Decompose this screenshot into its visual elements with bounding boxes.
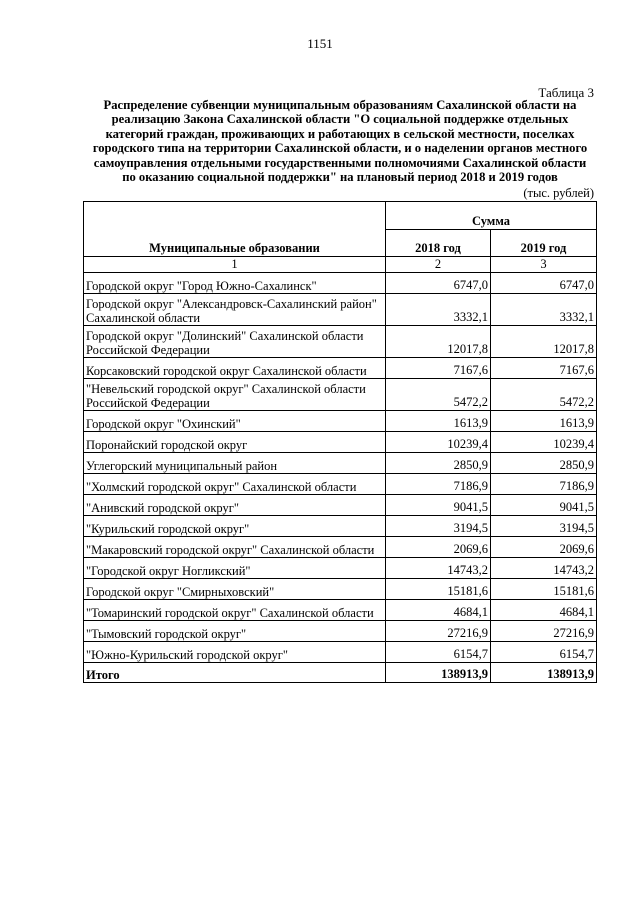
title-line: Распределение субвенции муниципальным образованиям Сахалинской области на <box>103 98 577 112</box>
title-line: городского типа на территории Сахалинской области, и о наделении органов местного <box>92 141 588 156</box>
header-municipal: Муниципальные образовании <box>84 202 386 257</box>
table-row <box>84 453 597 474</box>
page-number: 1151 <box>307 36 333 51</box>
table-row <box>84 273 597 294</box>
value-2018: 2850,9 <box>386 453 491 474</box>
total-row <box>84 663 597 683</box>
title-line: самоуправления отдельными государственными полномочиями Сахалинской области <box>93 155 587 170</box>
value-2019: 4684,1 <box>491 600 597 621</box>
municipality-name: "Томаринский городской округ" Сахалинской области <box>84 600 386 621</box>
value-2019: 7186,9 <box>491 474 597 495</box>
table-row <box>84 600 597 621</box>
value-2019: 14743,2 <box>491 558 597 579</box>
table-label: Таблица 3 <box>538 85 594 100</box>
municipality-name: Поронайский городской округ <box>84 432 386 453</box>
municipality-name: "Южно-Курильский городской округ" <box>84 642 386 663</box>
total-2018: 138913,9 <box>386 663 491 683</box>
table-row <box>84 621 597 642</box>
column-index: 2 <box>386 257 491 273</box>
value-2018: 15181,6 <box>386 579 491 600</box>
value-2019: 2850,9 <box>491 453 597 474</box>
header-2018: 2018 год <box>386 229 491 257</box>
document-title <box>84 98 596 184</box>
municipality-name: "Курильский городской округ" <box>84 516 386 537</box>
value-2018: 5472,2 <box>386 379 491 411</box>
title-line: категорий граждан, проживающих и работающих в сельской местности, поселках <box>105 126 575 141</box>
header-sum: Сумма <box>386 202 597 230</box>
table-row <box>84 294 597 326</box>
value-2018: 6154,7 <box>386 642 491 663</box>
municipality-name: Городской округ "Охинский" <box>84 411 386 432</box>
table-row <box>84 642 597 663</box>
table-row <box>84 474 597 495</box>
value-2019: 6747,0 <box>491 273 597 294</box>
municipality-name: Городской округ "Александровск-Сахалинский район" Сахалинской области <box>84 294 386 326</box>
table-row <box>84 379 597 411</box>
value-2019: 27216,9 <box>491 621 597 642</box>
table-row <box>84 579 597 600</box>
value-2018: 4684,1 <box>386 600 491 621</box>
value-2018: 6747,0 <box>386 273 491 294</box>
value-2019: 3194,5 <box>491 516 597 537</box>
value-2019: 10239,4 <box>491 432 597 453</box>
table-row <box>84 558 597 579</box>
table-row <box>84 495 597 516</box>
value-2019: 15181,6 <box>491 579 597 600</box>
municipality-name: "Невельский городской округ" Сахалинской области Российской Федерации <box>84 379 386 411</box>
table-row <box>84 432 597 453</box>
value-2018: 1613,9 <box>386 411 491 432</box>
municipality-name: Городской округ "Долинский" Сахалинской области Российской Федерации <box>84 326 386 358</box>
municipality-name: Городской округ "Город Южно-Сахалинск" <box>84 273 386 294</box>
value-2019: 2069,6 <box>491 537 597 558</box>
value-2019: 5472,2 <box>491 379 597 411</box>
value-2018: 3194,5 <box>386 516 491 537</box>
table-row <box>84 326 597 358</box>
total-2019: 138913,9 <box>491 663 597 683</box>
value-2019: 9041,5 <box>491 495 597 516</box>
municipality-name: "Анивский городской округ" <box>84 495 386 516</box>
value-2018: 7186,9 <box>386 474 491 495</box>
table-row <box>84 537 597 558</box>
column-index: 1 <box>84 257 386 273</box>
value-2018: 12017,8 <box>386 326 491 358</box>
municipality-name: "Тымовский городской округ" <box>84 621 386 642</box>
municipality-name: "Макаровский городской округ" Сахалинской области <box>84 537 386 558</box>
value-2019: 6154,7 <box>491 642 597 663</box>
value-2018: 14743,2 <box>386 558 491 579</box>
total-label: Итого <box>84 663 386 683</box>
municipality-name: Корсаковский городской округ Сахалинской области <box>84 358 386 379</box>
value-2019: 1613,9 <box>491 411 597 432</box>
value-2018: 2069,6 <box>386 537 491 558</box>
municipality-name: "Городской округ Ногликский" <box>84 558 386 579</box>
value-2018: 3332,1 <box>386 294 491 326</box>
value-2019: 12017,8 <box>491 326 597 358</box>
municipality-name: Углегорский муниципальный район <box>84 453 386 474</box>
column-index: 3 <box>491 257 597 273</box>
value-2018: 7167,6 <box>386 358 491 379</box>
value-2019: 7167,6 <box>491 358 597 379</box>
subvention-table <box>83 201 597 683</box>
table-row <box>84 358 597 379</box>
table-row <box>84 411 597 432</box>
municipality-name: Городской округ "Смирныховский" <box>84 579 386 600</box>
header-2019: 2019 год <box>491 229 597 257</box>
municipality-name: "Холмский городской округ" Сахалинской области <box>84 474 386 495</box>
title-line: по оказанию социальной поддержки" на плановый период 2018 и 2019 годов <box>122 170 558 185</box>
value-2018: 9041,5 <box>386 495 491 516</box>
value-2019: 3332,1 <box>491 294 597 326</box>
title-line: реализацию Закона Сахалинской области "О социальной поддержке отдельных <box>111 112 569 127</box>
table-body <box>84 273 597 683</box>
table-row <box>84 516 597 537</box>
value-2018: 10239,4 <box>386 432 491 453</box>
units-label: (тыс. рублей) <box>523 186 594 200</box>
value-2018: 27216,9 <box>386 621 491 642</box>
